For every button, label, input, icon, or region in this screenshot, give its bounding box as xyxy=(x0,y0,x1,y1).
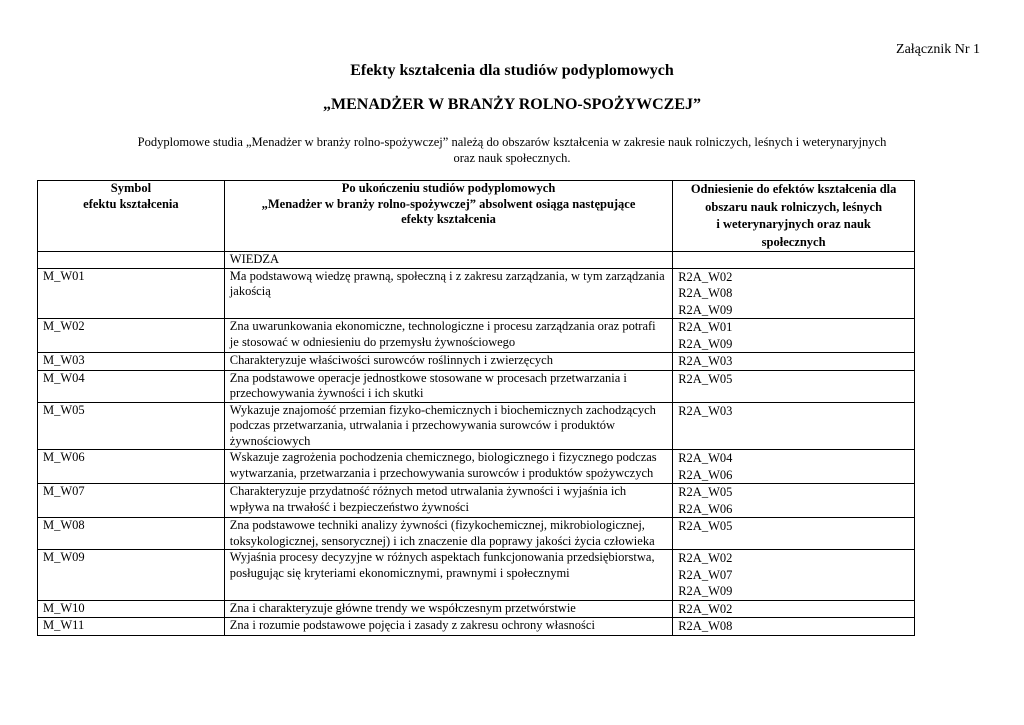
header-line: Symbol xyxy=(110,181,152,195)
reference-code: R2A_W05 xyxy=(678,519,733,533)
intro-paragraph xyxy=(60,134,964,166)
document-title: Efekty kształcenia dla studiów podyplomowych xyxy=(350,62,674,79)
reference-code: R2A_W05 xyxy=(678,371,733,386)
reference-code: R2A_W03 xyxy=(678,403,733,418)
outcome-symbol: M_W09 xyxy=(38,550,225,601)
outcome-description: Ma podstawową wiedzę prawną, społeczną i z zakresu zarządzania, w tym zarządzania jakością xyxy=(224,268,672,319)
outcome-references xyxy=(673,353,915,371)
table-row xyxy=(38,450,915,484)
outcome-symbol: M_W06 xyxy=(38,450,225,484)
outcome-description: Zna podstawowe techniki analizy żywności (fizykochemicznej, mikrobiologicznej, toksykologicznej, sensorycznej) i ich znaczenie dla poprawy jakości życia człowieka xyxy=(224,518,672,550)
table-row xyxy=(38,550,915,601)
table-row xyxy=(38,618,915,636)
outcome-symbol: M_W01 xyxy=(38,268,225,319)
learning-outcomes-table xyxy=(37,180,915,636)
outcome-description: Zna i rozumie podstawowe pojęcia i zasady z zakresu ochrony własności xyxy=(224,618,672,636)
reference-code: R2A_W07 xyxy=(678,567,733,582)
table-row xyxy=(38,268,915,319)
outcome-description: Wykazuje znajomość przemian fizyko-chemicznych i biochemicznych zachodzących podczas przetwarzania, utrwalania i przechowywania surowców i produktów żywnościowych xyxy=(224,402,672,450)
reference-code: R2A_W09 xyxy=(678,336,733,351)
header-line: Odniesienie do efektów kształcenia dla xyxy=(690,182,897,196)
reference-code: R2A_W02 xyxy=(678,551,733,565)
outcome-symbol: M_W08 xyxy=(38,518,225,550)
header-line: obszaru nauk rolniczych, leśnych xyxy=(705,199,883,214)
header-line: i weterynaryjnych oraz nauk xyxy=(716,217,871,231)
header-line: społecznych xyxy=(761,234,826,249)
reference-code: R2A_W09 xyxy=(678,584,733,598)
section-row xyxy=(38,252,915,269)
reference-code: R2A_W02 xyxy=(678,269,733,284)
outcome-references xyxy=(673,518,915,550)
outcome-description: Wyjaśnia procesy decyzyjne w różnych aspektach funkcjonowania przedsiębiorstwa, posługując się kryteriami ekonomicznymi, prawnymi i społecznymi xyxy=(224,550,672,601)
reference-code: R2A_W05 xyxy=(678,485,733,499)
outcome-symbol: M_W07 xyxy=(38,484,225,518)
outcome-symbol: M_W11 xyxy=(38,618,225,636)
outcome-symbol: M_W10 xyxy=(38,600,225,618)
outcome-description: Zna podstawowe operacje jednostkowe stosowane w procesach przetwarzania i przechowywania żywności i ich skutki xyxy=(224,370,672,402)
reference-code: R2A_W09 xyxy=(678,302,733,317)
section-spacer xyxy=(38,252,225,269)
outcome-references xyxy=(673,450,915,484)
outcome-references xyxy=(673,319,915,353)
reference-code: R2A_W06 xyxy=(678,501,733,516)
table-row xyxy=(38,600,915,618)
reference-column-header xyxy=(673,181,915,252)
table-row xyxy=(38,484,915,518)
table-row xyxy=(38,370,915,402)
outcome-symbol: M_W05 xyxy=(38,402,225,450)
reference-code: R2A_W06 xyxy=(678,467,733,482)
section-spacer xyxy=(673,252,915,269)
outcome-column-header xyxy=(224,181,672,252)
outcome-description: Zna i charakteryzuje główne trendy we współczesnym przetwórstwie xyxy=(224,600,672,618)
table-row xyxy=(38,518,915,550)
outcome-description: Charakteryzuje przydatność różnych metod utrwalania żywności i wyjaśnia ich wpływa na trwałość i bezpieczeństwo żywności xyxy=(224,484,672,518)
table-row xyxy=(38,402,915,450)
reference-code: R2A_W01 xyxy=(678,320,733,334)
symbol-column-header xyxy=(38,181,225,252)
outcome-references xyxy=(673,484,915,518)
reference-code: R2A_W08 xyxy=(678,286,733,300)
outcome-symbol: M_W02 xyxy=(38,319,225,353)
outcome-references xyxy=(673,600,915,618)
outcome-symbol: M_W04 xyxy=(38,370,225,402)
reference-code: R2A_W04 xyxy=(678,451,733,465)
outcome-description: Charakteryzuje właściwości surowców roślinnych i zwierzęcych xyxy=(224,353,672,371)
intro-line: oraz nauk społecznych. xyxy=(453,151,571,165)
header-line: „Menadżer w branży rolno-spożywczej” absolwent osiąga następujące xyxy=(261,196,636,211)
table-row xyxy=(38,319,915,353)
intro-line: Podyplomowe studia „Menadżer w branży rolno-spożywczej” należą do obszarów kształcenia w zakresie nauk rolniczych, leśnych i weterynaryjnych xyxy=(137,135,887,149)
reference-code: R2A_W02 xyxy=(678,601,733,616)
table-row xyxy=(38,353,915,371)
header-line: efekty kształcenia xyxy=(401,212,496,226)
reference-code: R2A_W08 xyxy=(678,619,733,633)
header-line: efektu kształcenia xyxy=(83,196,179,211)
program-name: „MENADŻER W BRANŻY ROLNO-SPOŻYWCZEJ” xyxy=(323,96,701,113)
header-line: Po ukończeniu studiów podyplomowych xyxy=(341,181,556,195)
outcome-symbol: M_W03 xyxy=(38,353,225,371)
section-heading: WIEDZA xyxy=(224,252,672,269)
outcome-references xyxy=(673,402,915,450)
table-header-row xyxy=(38,181,915,252)
annex-label: Załącznik Nr 1 xyxy=(896,42,980,57)
outcome-references xyxy=(673,618,915,636)
outcome-references xyxy=(673,370,915,402)
outcome-references xyxy=(673,550,915,601)
outcome-description: Zna uwarunkowania ekonomiczne, technologiczne i procesu zarządzania oraz potrafi je stosować w odniesieniu do przemysłu żywnościowego xyxy=(224,319,672,353)
reference-code: R2A_W03 xyxy=(678,354,733,368)
outcome-references xyxy=(673,268,915,319)
outcome-description: Wskazuje zagrożenia pochodzenia chemicznego, biologicznego i fizycznego podczas wytwarzania, przetwarzania i przechowywania surowców i produktów spożywczych xyxy=(224,450,672,484)
